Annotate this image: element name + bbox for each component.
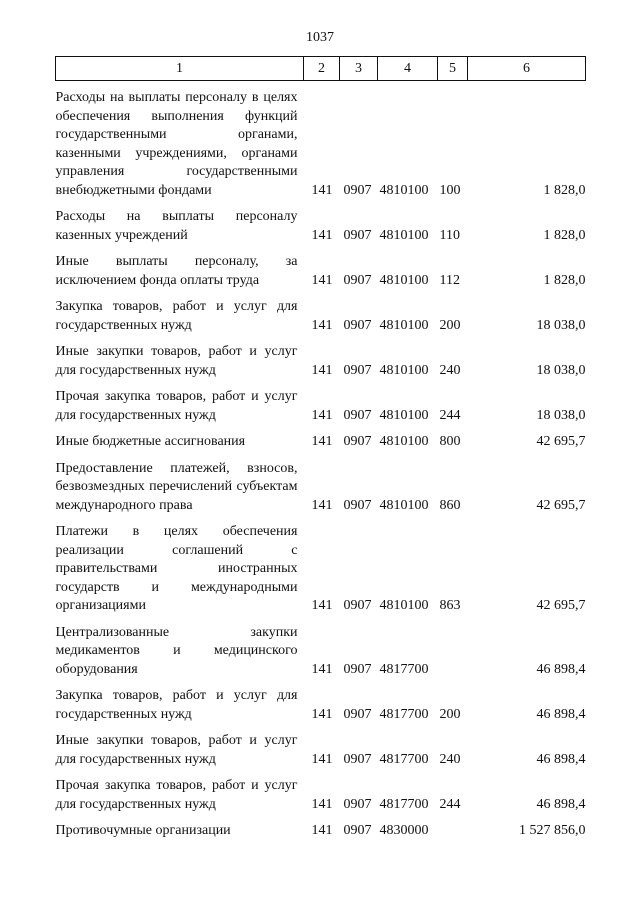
- table-row: [56, 724, 586, 769]
- row-admin-code: 141: [311, 407, 333, 423]
- row-sum: 1 828,0: [543, 182, 586, 198]
- row-expense-type: [438, 814, 468, 841]
- row-name: Расходы на выплаты персоналу в целях обеспечения выполнения функций государственными органами, казенными учреждениями, органами управления государственными внебюджетными фондами: [55, 90, 298, 198]
- row-admin-code: 141: [311, 661, 333, 677]
- row-target-code: 4810100: [379, 434, 429, 449]
- table-body: [56, 81, 586, 841]
- row-expense-type: 240: [439, 362, 461, 378]
- row-target-code: 4810100: [379, 317, 429, 333]
- row-admin-code: 141: [311, 227, 333, 243]
- row-expense-type: 240: [439, 751, 461, 767]
- table-row: [56, 200, 586, 245]
- row-section-code: 0907: [343, 182, 372, 198]
- table-row: [56, 380, 586, 425]
- row-name: Прочая закупка товаров, работ и услуг для государственных нужд: [55, 389, 298, 423]
- row-expense-type: 244: [439, 796, 461, 812]
- row-expense-type: 200: [439, 317, 461, 333]
- row-section-code: 0907: [343, 661, 372, 677]
- header-col-2: 2: [304, 57, 340, 81]
- budget-table: [55, 56, 586, 841]
- row-target-code: 4830000: [379, 823, 429, 838]
- row-target-code: 4817700: [379, 706, 429, 722]
- row-sum: 42 695,7: [536, 497, 586, 513]
- row-expense-type: 100: [439, 182, 461, 198]
- row-name: Закупка товаров, работ и услуг для государственных нужд: [55, 299, 298, 333]
- table-row: [56, 290, 586, 335]
- row-name: Централизованные закупки медикаментов и медицинского оборудования: [55, 624, 298, 677]
- row-section-code: 0907: [343, 751, 372, 767]
- header-col-5: 5: [438, 57, 468, 81]
- table-row: [56, 515, 586, 616]
- row-sum: 18 038,0: [536, 407, 586, 423]
- row-expense-type: 863: [439, 598, 461, 613]
- row-section-code: 0907: [343, 706, 372, 722]
- row-section-code: 0907: [343, 362, 372, 378]
- row-target-code: 4810100: [379, 497, 429, 513]
- row-admin-code: 141: [311, 751, 333, 767]
- table-row: [56, 616, 586, 680]
- row-expense-type: 110: [439, 227, 460, 243]
- row-name: Противочумные организации: [55, 823, 231, 838]
- row-admin-code: 141: [311, 362, 333, 378]
- row-section-code: 0907: [343, 227, 372, 243]
- row-section-code: 0907: [343, 407, 372, 423]
- table-row: [56, 245, 586, 290]
- row-sum: 18 038,0: [536, 362, 586, 378]
- row-admin-code: 141: [311, 796, 333, 812]
- row-sum: 46 898,4: [536, 706, 586, 722]
- row-section-code: 0907: [343, 434, 372, 449]
- row-name: Прочая закупка товаров, работ и услуг для государственных нужд: [55, 778, 298, 812]
- row-name: Закупка товаров, работ и услуг для государственных нужд: [55, 688, 298, 722]
- row-admin-code: 141: [311, 272, 333, 288]
- row-admin-code: 141: [311, 317, 333, 333]
- row-expense-type: 860: [439, 497, 461, 513]
- row-expense-type: [438, 616, 468, 680]
- row-target-code: 4810100: [379, 598, 429, 613]
- row-section-code: 0907: [343, 823, 372, 838]
- row-target-code: 4810100: [379, 227, 429, 243]
- table-row: [56, 769, 586, 814]
- table-row: [56, 452, 586, 516]
- table-row: [56, 425, 586, 452]
- row-sum: 46 898,4: [536, 751, 586, 767]
- row-target-code: 4817700: [379, 751, 429, 767]
- row-section-code: 0907: [343, 317, 372, 333]
- header-col-3: 3: [340, 57, 378, 81]
- page-number: 1037: [306, 30, 334, 45]
- row-sum: 42 695,7: [536, 434, 586, 449]
- row-section-code: 0907: [343, 497, 372, 513]
- row-admin-code: 141: [311, 706, 333, 722]
- row-admin-code: 141: [311, 434, 333, 449]
- row-admin-code: 141: [311, 182, 333, 198]
- row-section-code: 0907: [343, 272, 372, 288]
- table-row: [56, 81, 586, 201]
- row-name: Расходы на выплаты персоналу казенных учреждений: [55, 209, 298, 243]
- row-sum: 46 898,4: [536, 796, 586, 812]
- table-row: [56, 335, 586, 380]
- row-expense-type: 800: [439, 434, 461, 449]
- row-sum: 18 038,0: [536, 317, 586, 333]
- row-expense-type: 200: [439, 706, 461, 722]
- row-admin-code: 141: [311, 598, 333, 613]
- budget-table-container: [55, 56, 585, 841]
- row-name: Иные выплаты персоналу, за исключением фонда оплаты труда: [55, 254, 298, 288]
- row-expense-type: 244: [439, 407, 461, 423]
- row-target-code: 4810100: [379, 362, 429, 378]
- row-sum: 1 828,0: [543, 272, 586, 288]
- row-name: Иные закупки товаров, работ и услуг для государственных нужд: [55, 733, 298, 767]
- row-sum: 42 695,7: [536, 598, 586, 613]
- row-sum: 1 527 856,0: [519, 823, 586, 838]
- row-target-code: 4810100: [379, 407, 429, 423]
- table-header-row: [56, 57, 586, 81]
- row-sum: 46 898,4: [536, 661, 586, 677]
- row-target-code: 4817700: [379, 661, 429, 677]
- row-sum: 1 828,0: [543, 227, 586, 243]
- row-admin-code: 141: [311, 497, 333, 513]
- row-name: Предоставление платежей, взносов, безвозмездных перечислений субъектам международного права: [55, 460, 298, 513]
- header-col-6: 6: [468, 57, 586, 81]
- row-target-code: 4817700: [379, 796, 429, 812]
- row-admin-code: 141: [311, 823, 333, 838]
- row-name: Иные бюджетные ассигнования: [55, 434, 246, 449]
- table-row: [56, 679, 586, 724]
- row-section-code: 0907: [343, 598, 372, 613]
- row-target-code: 4810100: [379, 272, 429, 288]
- row-name: Иные закупки товаров, работ и услуг для государственных нужд: [55, 344, 298, 378]
- row-target-code: 4810100: [379, 182, 429, 198]
- row-expense-type: 112: [439, 272, 460, 288]
- header-col-4: 4: [378, 57, 438, 81]
- table-row: [56, 814, 586, 841]
- header-col-1: 1: [56, 57, 304, 81]
- row-section-code: 0907: [343, 796, 372, 812]
- row-name: Платежи в целях обеспечения реализации соглашений с правительствами иностранных государств и международными организациями: [55, 524, 298, 613]
